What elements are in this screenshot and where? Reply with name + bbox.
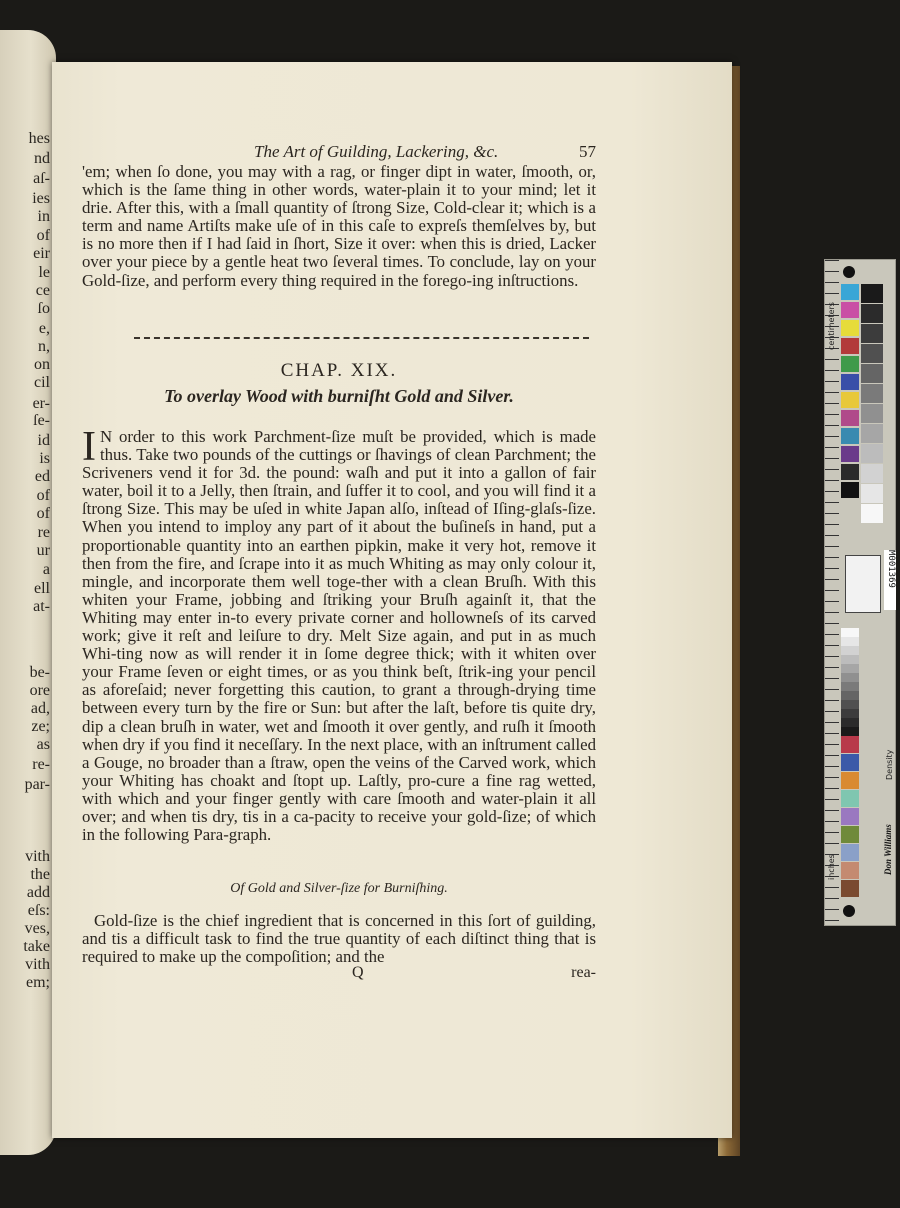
section-divider xyxy=(134,337,589,339)
left-page-fragment: ſo xyxy=(37,300,50,317)
left-page-fragment: ies xyxy=(32,190,50,207)
punch-hole-icon xyxy=(843,266,855,278)
color-swatch xyxy=(841,482,859,498)
page-footer xyxy=(82,964,596,984)
left-page-fragment: of xyxy=(36,487,50,504)
gray-swatch xyxy=(861,484,883,503)
left-page-fragment: hes xyxy=(28,130,50,147)
gray-swatch xyxy=(841,673,859,682)
gray-swatch xyxy=(841,646,859,655)
left-page-fragment: ur xyxy=(36,542,50,559)
left-page-fragment: ell xyxy=(34,580,50,597)
left-page-fragment: take xyxy=(23,938,50,955)
color-swatch xyxy=(841,464,859,480)
drop-cap: I xyxy=(82,424,96,470)
gray-swatch xyxy=(861,404,883,423)
color-calibration-strip xyxy=(824,259,896,926)
gray-swatch xyxy=(841,628,859,637)
color-swatch xyxy=(841,736,859,753)
color-swatch xyxy=(841,338,859,354)
signature-mark: Q xyxy=(352,964,364,981)
gray-swatch xyxy=(861,344,883,363)
color-swatch xyxy=(841,880,859,897)
left-page-fragment: nd xyxy=(34,150,50,167)
left-page-fragment: vith xyxy=(25,956,50,973)
left-page-fragment: a xyxy=(42,561,50,578)
subheading: Of Gold and Silver-ſize for Burniſhing. xyxy=(230,881,448,896)
catchword: rea- xyxy=(571,964,596,981)
gray-swatch xyxy=(841,709,859,718)
gray-swatch xyxy=(861,284,883,303)
left-page-fragment: id xyxy=(37,432,50,449)
color-swatch xyxy=(841,302,859,318)
left-page-fragment: n, xyxy=(38,338,50,355)
left-page-fragment: ce xyxy=(35,282,50,299)
color-swatch xyxy=(841,808,859,825)
left-page-fragment: in xyxy=(37,208,50,225)
color-swatch xyxy=(841,410,859,426)
left-page-fragment: ves, xyxy=(24,920,50,937)
gray-swatch xyxy=(841,718,859,727)
left-page-fragment: eſs: xyxy=(27,902,50,919)
color-swatch xyxy=(841,826,859,843)
gray-swatch xyxy=(841,637,859,646)
gray-swatch xyxy=(861,424,883,443)
chapter-title: To overlay Wood with burniſht Gold and Silver. xyxy=(164,386,514,406)
left-facing-page xyxy=(0,30,56,1155)
left-page-fragment: is xyxy=(39,450,50,467)
left-page-fragment: as xyxy=(36,736,50,753)
left-page-fragment: be- xyxy=(29,664,50,681)
color-swatch xyxy=(841,392,859,408)
gray-swatch xyxy=(841,682,859,691)
left-page-fragment: re- xyxy=(32,756,50,773)
strip-id-label: M001369 xyxy=(884,550,896,610)
left-page-fragment: aſ- xyxy=(33,170,50,187)
chapter-paragraph xyxy=(82,424,596,845)
left-page-fragment: ed xyxy=(34,468,50,485)
left-page-fragment: ore xyxy=(29,682,50,699)
chapter-number: CHAP. XIX. xyxy=(280,360,398,381)
color-swatch xyxy=(841,772,859,789)
left-page-fragment: e, xyxy=(38,320,50,337)
paragraph-continuation: 'em; when ſo done, you may with a rag, or finger dipt in water, ſmooth, or, which is the ſame thing in other words, water-plain it to your mind; let it drie. After this, with a ſmall quantity of ſtrong Size, Cold-clear it; which is a term and name Artiſts make uſe of in this caſe to expreſs themſelves by, but is no more then if I had ſaid in ſhort, Size it over: when this is dried, Lacker over your piece by a gentle heat two ſeveral times. To conclude, lay on your Gold-ſize, and perform every thing required in the forego-ing inſtructions. xyxy=(82,162,596,290)
density-label: Density xyxy=(885,749,894,780)
color-swatch xyxy=(841,356,859,372)
left-page-fragment: at- xyxy=(33,598,50,615)
left-page-fragment: vith xyxy=(25,848,50,865)
gray-swatch xyxy=(861,504,883,523)
color-swatch xyxy=(841,844,859,861)
ruler-label: centimeters xyxy=(827,302,836,350)
left-page-fragment: ad, xyxy=(30,700,50,717)
left-page-fragment: of xyxy=(36,505,50,522)
gray-swatch xyxy=(841,664,859,673)
running-head xyxy=(82,142,596,164)
gray-swatch xyxy=(861,324,883,343)
gray-swatch xyxy=(841,700,859,709)
color-swatch xyxy=(841,428,859,444)
color-swatch xyxy=(841,284,859,300)
left-page-fragment: on xyxy=(34,356,50,373)
color-swatch xyxy=(841,446,859,462)
left-page-fragment: the xyxy=(30,866,50,883)
gray-swatch xyxy=(861,304,883,323)
brand-logo: Don Williams xyxy=(883,824,893,875)
color-swatch xyxy=(841,790,859,807)
gray-swatch xyxy=(841,655,859,664)
running-head-title: The Art of Guilding, Lackering, &c. xyxy=(254,142,499,161)
left-page-fragment: eir xyxy=(33,245,50,262)
gray-swatch xyxy=(861,464,883,483)
page-number: 57 xyxy=(579,142,596,161)
color-swatch xyxy=(841,320,859,336)
gray-swatch xyxy=(841,691,859,700)
punch-hole-icon xyxy=(843,905,855,917)
final-paragraph: Gold-ſize is the chief ingredient that is concerned in this ſort of guilding, and tis a difficult task to find the true quantity of each diſtinct thing that is required to make up the compoſition; and the xyxy=(82,911,596,967)
color-swatch xyxy=(841,754,859,771)
gray-swatch xyxy=(841,727,859,736)
left-page-fragment: add xyxy=(26,884,50,901)
gray-swatch xyxy=(861,444,883,463)
left-page-fragment: of xyxy=(36,227,50,244)
ruler-label-bottom: inches xyxy=(827,854,836,880)
ruler-scale xyxy=(825,260,839,925)
left-page-fragment: er- xyxy=(32,395,50,412)
gray-swatch xyxy=(861,384,883,403)
left-page-fragment: re xyxy=(37,524,50,541)
left-page-fragment: cil xyxy=(34,374,50,391)
left-page-fragment: ſe- xyxy=(33,412,50,429)
gray-swatch xyxy=(861,364,883,383)
color-swatch xyxy=(841,862,859,879)
chapter-paragraph-text: N order to this work Parchment-ſize muſt be provided, which is made thus. Take two pounds of the cuttings or ſhavings of clean Parchment; the Scriveners vend it for 3d. the pound: waſh and put it into a gallon of fair water, boil it to a Jelly, then ſtrain, and ſuffer it to cool, and you will find it a ſtrong Size. This may be uſed in white Japan alſo, inſtead of Iſing-glaſs-ſize. When you intend to imploy any part of it about the buſineſs in hand, put a proportionable quantity into an earthen pipkin, make it very hot, remove it then from the fire, and ſcrape into it as much Whiting as may only colour it, mingle, and incorporate them well toge-ther with a clean Bruſh. With this whiten your Frame, jobbing and ſtriking your Bruſh againſt it, that the Whiting may enter in-to every private corner and hollowneſs of its carved work; give it reſt and leiſure to dry. Melt Size again, and put in as much Whi-ting now as will render it in ſome degree thick; with it whiten over your Frame ſeven or eight times, or as you think beſt, ſtrik-ing your pencil as aforeſaid; never forgetting this caution, to grant a through-drying time between every turn by the fire or Sun: but after the laſt, before tis quite dry, dip a clean bruſh in water, wet and ſmooth it over gently, and ruſh it ſmooth when dry if you find it neceſſary. In the next place, with an inſtrument called a Gouge, no broader than a ſtraw, open the veins of the Carved work, which your Whiting has choakt and ſtopt up. Laſtly, pro-cure a fine rag wetted, with which and your finger gently with care ſmooth and water-plain it all over; and when tis dry, tis in a ca-pacity to receive your gold-ſize; of which in the following Para-graph. xyxy=(82,427,596,845)
left-page-fragment: le xyxy=(38,264,50,281)
left-page-fragment: ze; xyxy=(31,718,50,735)
color-swatch xyxy=(841,374,859,390)
left-page-fragment: par- xyxy=(24,776,50,793)
resolution-target xyxy=(845,555,881,613)
left-page-fragment: em; xyxy=(26,974,50,991)
